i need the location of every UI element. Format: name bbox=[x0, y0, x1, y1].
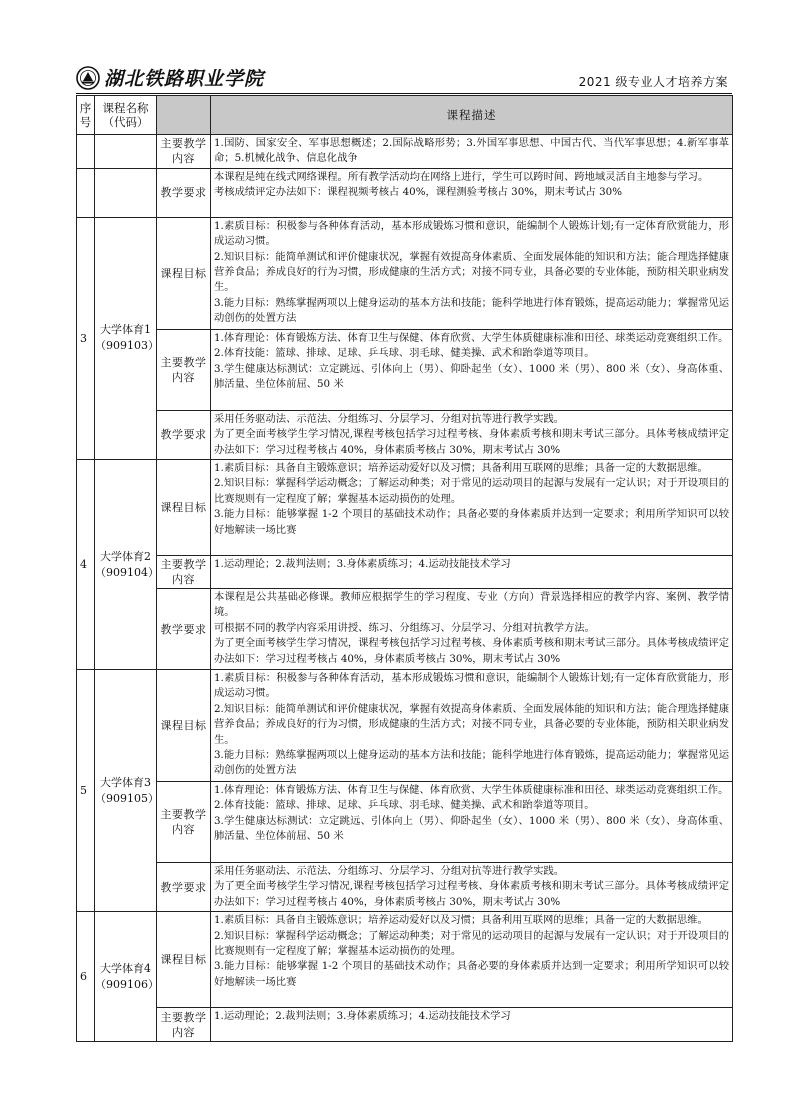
description-cell bbox=[211, 782, 733, 863]
description-cell bbox=[211, 1008, 733, 1042]
description-cell bbox=[211, 589, 733, 670]
description-line: 本课程是纯在线式网络课程。所有教学活动均在网络上进行，学生可以跨时间、跨地域灵活自主地参与学习。 bbox=[214, 170, 709, 183]
description-cell bbox=[211, 135, 733, 169]
table-header-row bbox=[77, 96, 733, 135]
header-description: 课程描述 bbox=[211, 96, 733, 135]
course-name-cell: 大学体育4（909106） bbox=[95, 912, 157, 1042]
table-row bbox=[77, 168, 733, 217]
school-name: 湖北铁路职业学院 bbox=[104, 68, 265, 90]
description-line: 2.知识目标：掌握科学运动概念；了解运动种类；对于常见的运动项目的起源与发展有一定认识；对于开设项目的比赛规则有一定程度了解；掌握基本运动损伤的处理。 bbox=[214, 477, 729, 505]
school-seal-icon bbox=[76, 66, 100, 90]
name-cell-continued bbox=[95, 135, 157, 169]
category-cell: 教学要求 bbox=[157, 410, 211, 459]
course-name-cell: 大学体育3（909105） bbox=[95, 670, 157, 912]
table-row bbox=[77, 329, 733, 410]
seq-cell-continued bbox=[77, 168, 95, 217]
description-line: 3.能力目标：熟练掌握两项以上健身运动的基本方法和技能；能科学地进行体育锻炼，提高运动能力；掌握常见运动创伤的处置方法 bbox=[214, 296, 729, 325]
table-row bbox=[77, 912, 733, 1008]
description-line: 2.体育技能：篮球、排球、足球、乒乓球、羽毛球、健美操、武术和跆拳道等项目。 bbox=[214, 799, 595, 812]
header-divider bbox=[76, 93, 732, 94]
description-line: 本课程是公共基础必修课。教师应根据学生的学习程度、专业（方向）背景选择相应的教学内容、案例、教学情境。 bbox=[214, 591, 729, 619]
header-blank bbox=[157, 96, 211, 135]
seq-cell: 3 bbox=[77, 217, 95, 459]
description-line: 3.能力目标：能够掌握 1-2 个项目的基础技术动作；具备必要的身体素质并达到一定要求；利用所学知识可以较好地解读一场比赛 bbox=[214, 960, 729, 988]
seq-cell: 6 bbox=[77, 912, 95, 1042]
page-header bbox=[76, 64, 732, 92]
description-cell bbox=[211, 556, 733, 589]
description-line: 1.运动理论；2.裁判法则；3.身体素质练习；4.运动技能技术学习 bbox=[214, 558, 511, 571]
course-table bbox=[76, 95, 733, 1042]
table-row bbox=[77, 410, 733, 459]
description-line: 2.知识目标：能简单测试和评价健康状况，掌握有效提高身体素质、全面发展体能的知识和方法；能合理选择健康营养食品；养成良好的行为习惯，形成健康的生活方式；对接不同专业，具备必要的专业体能，预防相关职业病发生。 bbox=[214, 250, 729, 294]
category-cell: 主要教学内容 bbox=[157, 556, 211, 589]
description-line: 为了更全面考核学生学习情况，课程考核包括学习过程考核、身体素质考核和期末考试三部分。具体考核成绩评定办法如下：学习过程考核占 40%，身体素质考核占 30%，期末考试占 30% bbox=[214, 637, 729, 665]
name-cell-continued bbox=[95, 168, 157, 217]
category-cell: 课程目标 bbox=[157, 912, 211, 1008]
category-cell: 课程目标 bbox=[157, 460, 211, 556]
category-cell: 主要教学内容 bbox=[157, 329, 211, 410]
header-course-name: 课程名称（代码） bbox=[95, 96, 157, 135]
table-row bbox=[77, 1008, 733, 1042]
description-line: 1.国防、国家安全、军事思想概述；2.国际战略形势；3.外国军事思想、中国古代、当代军事思想；4.新军事革命；5.机械化战争、信息化战争 bbox=[214, 137, 729, 165]
description-line: 1.素质目标：具备自主锻炼意识；培养运动爱好以及习惯；具备利用互联网的思维；具备一定的大数据思维。 bbox=[214, 914, 708, 927]
category-cell: 课程目标 bbox=[157, 670, 211, 782]
header-seq: 序号 bbox=[77, 96, 95, 135]
description-line: 2.体育技能：篮球、排球、足球、乒乓球、羽毛球、健美操、武术和跆拳道等项目。 bbox=[214, 347, 595, 360]
table-row bbox=[77, 782, 733, 863]
description-cell bbox=[211, 168, 733, 217]
table-row bbox=[77, 863, 733, 912]
table-row bbox=[77, 556, 733, 589]
category-cell: 主要教学内容 bbox=[157, 135, 211, 169]
description-line: 1.体育理论：体育锻炼方法、体育卫生与保健、体育欣赏、大学生体质健康标准和田径、球类运动竞赛组织工作。 bbox=[214, 331, 729, 344]
description-line: 为了更全面考核学生学习情况,课程考核包括学习过程考核、身体素质考核和期末考试三部分。具体考核成绩评定办法如下：学习过程考核占 40%，身体素质考核占 30%，期末考试占 30% bbox=[214, 428, 729, 456]
description-cell bbox=[211, 863, 733, 912]
description-line: 考核成绩评定办法如下：课程视频考核占 40%，课程测验考核占 30%，期末考试占 30% bbox=[214, 186, 622, 199]
description-line: 1.素质目标：积极参与各种体育活动，基本形成锻炼习惯和意识，能编制个人锻炼计划;有一定体育欣赏能力，形成运动习惯。 bbox=[214, 219, 729, 248]
school-logo bbox=[76, 64, 264, 91]
document-title: 2021 级专业人才培养方案 bbox=[578, 75, 728, 89]
category-cell: 教学要求 bbox=[157, 589, 211, 670]
table-row bbox=[77, 589, 733, 670]
description-line: 1.体育理论：体育锻炼方法、体育卫生与保健、体育欣赏、大学生体质健康标准和田径、球类运动竞赛组织工作。 bbox=[214, 784, 729, 797]
description-line: 2.知识目标：能简单测试和评价健康状况，掌握有效提高身体素质、全面发展体能的知识和方法；能合理选择健康营养食品；养成良好的行为习惯，形成健康的生活方式；对接不同专业，具备必要的专业体能，预防相关职业病发生。 bbox=[214, 702, 729, 746]
description-line: 3.学生健康达标测试：立定跳远、引体向上（男）、仰卧起坐（女）、1000 米（男）、800 米（女）、身高体重、肺活量、坐位体前屈、50 米 bbox=[214, 814, 729, 843]
description-line: 3.能力目标：能够掌握 1-2 个项目的基础技术动作；具备必要的身体素质并达到一定要求；利用所学知识可以较好地解读一场比赛 bbox=[214, 508, 729, 536]
description-cell bbox=[211, 329, 733, 410]
category-cell: 课程目标 bbox=[157, 217, 211, 329]
description-line: 1.运动理论；2.裁判法则；3.身体素质练习；4.运动技能技术学习 bbox=[214, 1010, 511, 1023]
description-cell bbox=[211, 410, 733, 459]
description-line: 3.能力目标：熟练掌握两项以上健身运动的基本方法和技能；能科学地进行体育锻炼，提高运动能力；掌握常见运动创伤的处置方法 bbox=[214, 749, 729, 777]
description-line: 3.学生健康达标测试：立定跳远、引体向上（男）、仰卧起坐（女）、1000 米（男）、800 米（女）、身高体重、肺活量、坐位体前屈、50 米 bbox=[214, 362, 729, 391]
category-cell: 主要教学内容 bbox=[157, 782, 211, 863]
course-name-cell: 大学体育2（909104） bbox=[95, 460, 157, 670]
category-cell: 教学要求 bbox=[157, 168, 211, 217]
description-line: 2.知识目标：掌握科学运动概念；了解运动种类；对于常见的运动项目的起源与发展有一定认识；对于开设项目的比赛规则有一定程度了解；掌握基本运动损伤的处理。 bbox=[214, 929, 729, 958]
course-name-cell: 大学体育1（909103） bbox=[95, 217, 157, 459]
table-row bbox=[77, 217, 733, 329]
table-row bbox=[77, 135, 733, 169]
table-row bbox=[77, 670, 733, 782]
description-line: 1.素质目标：具备自主锻炼意识；培养运动爱好以及习惯；具备利用互联网的思维；具备一定的大数据思维。 bbox=[214, 462, 708, 475]
seq-cell-continued bbox=[77, 135, 95, 169]
description-line: 采用任务驱动法、示范法、分组练习、分层学习、分组对抗等进行教学实践。 bbox=[214, 865, 565, 878]
description-line: 为了更全面考核学生学习情况,课程考核包括学习过程考核、身体素质考核和期末考试三部分。具体考核成绩评定办法如下：学习过程考核占 40%，身体素质考核占 30%，期末考试占 30% bbox=[214, 880, 729, 908]
description-line: 1.素质目标：积极参与各种体育活动，基本形成锻炼习惯和意识，能编制个人锻炼计划;有一定体育欣赏能力，形成运动习惯。 bbox=[214, 672, 729, 700]
description-cell bbox=[211, 670, 733, 782]
seq-cell: 4 bbox=[77, 460, 95, 670]
table-row bbox=[77, 460, 733, 556]
description-line: 可根据不同的教学内容采用讲授、练习、分组练习、分层学习、分组对抗教学方法。 bbox=[214, 621, 595, 634]
description-cell bbox=[211, 912, 733, 1008]
description-cell bbox=[211, 460, 733, 556]
category-cell: 主要教学内容 bbox=[157, 1008, 211, 1042]
category-cell: 教学要求 bbox=[157, 863, 211, 912]
description-line: 采用任务驱动法、示范法、分组练习、分层学习、分组对抗等进行教学实践。 bbox=[214, 412, 565, 425]
seq-cell: 5 bbox=[77, 670, 95, 912]
description-cell bbox=[211, 217, 733, 329]
